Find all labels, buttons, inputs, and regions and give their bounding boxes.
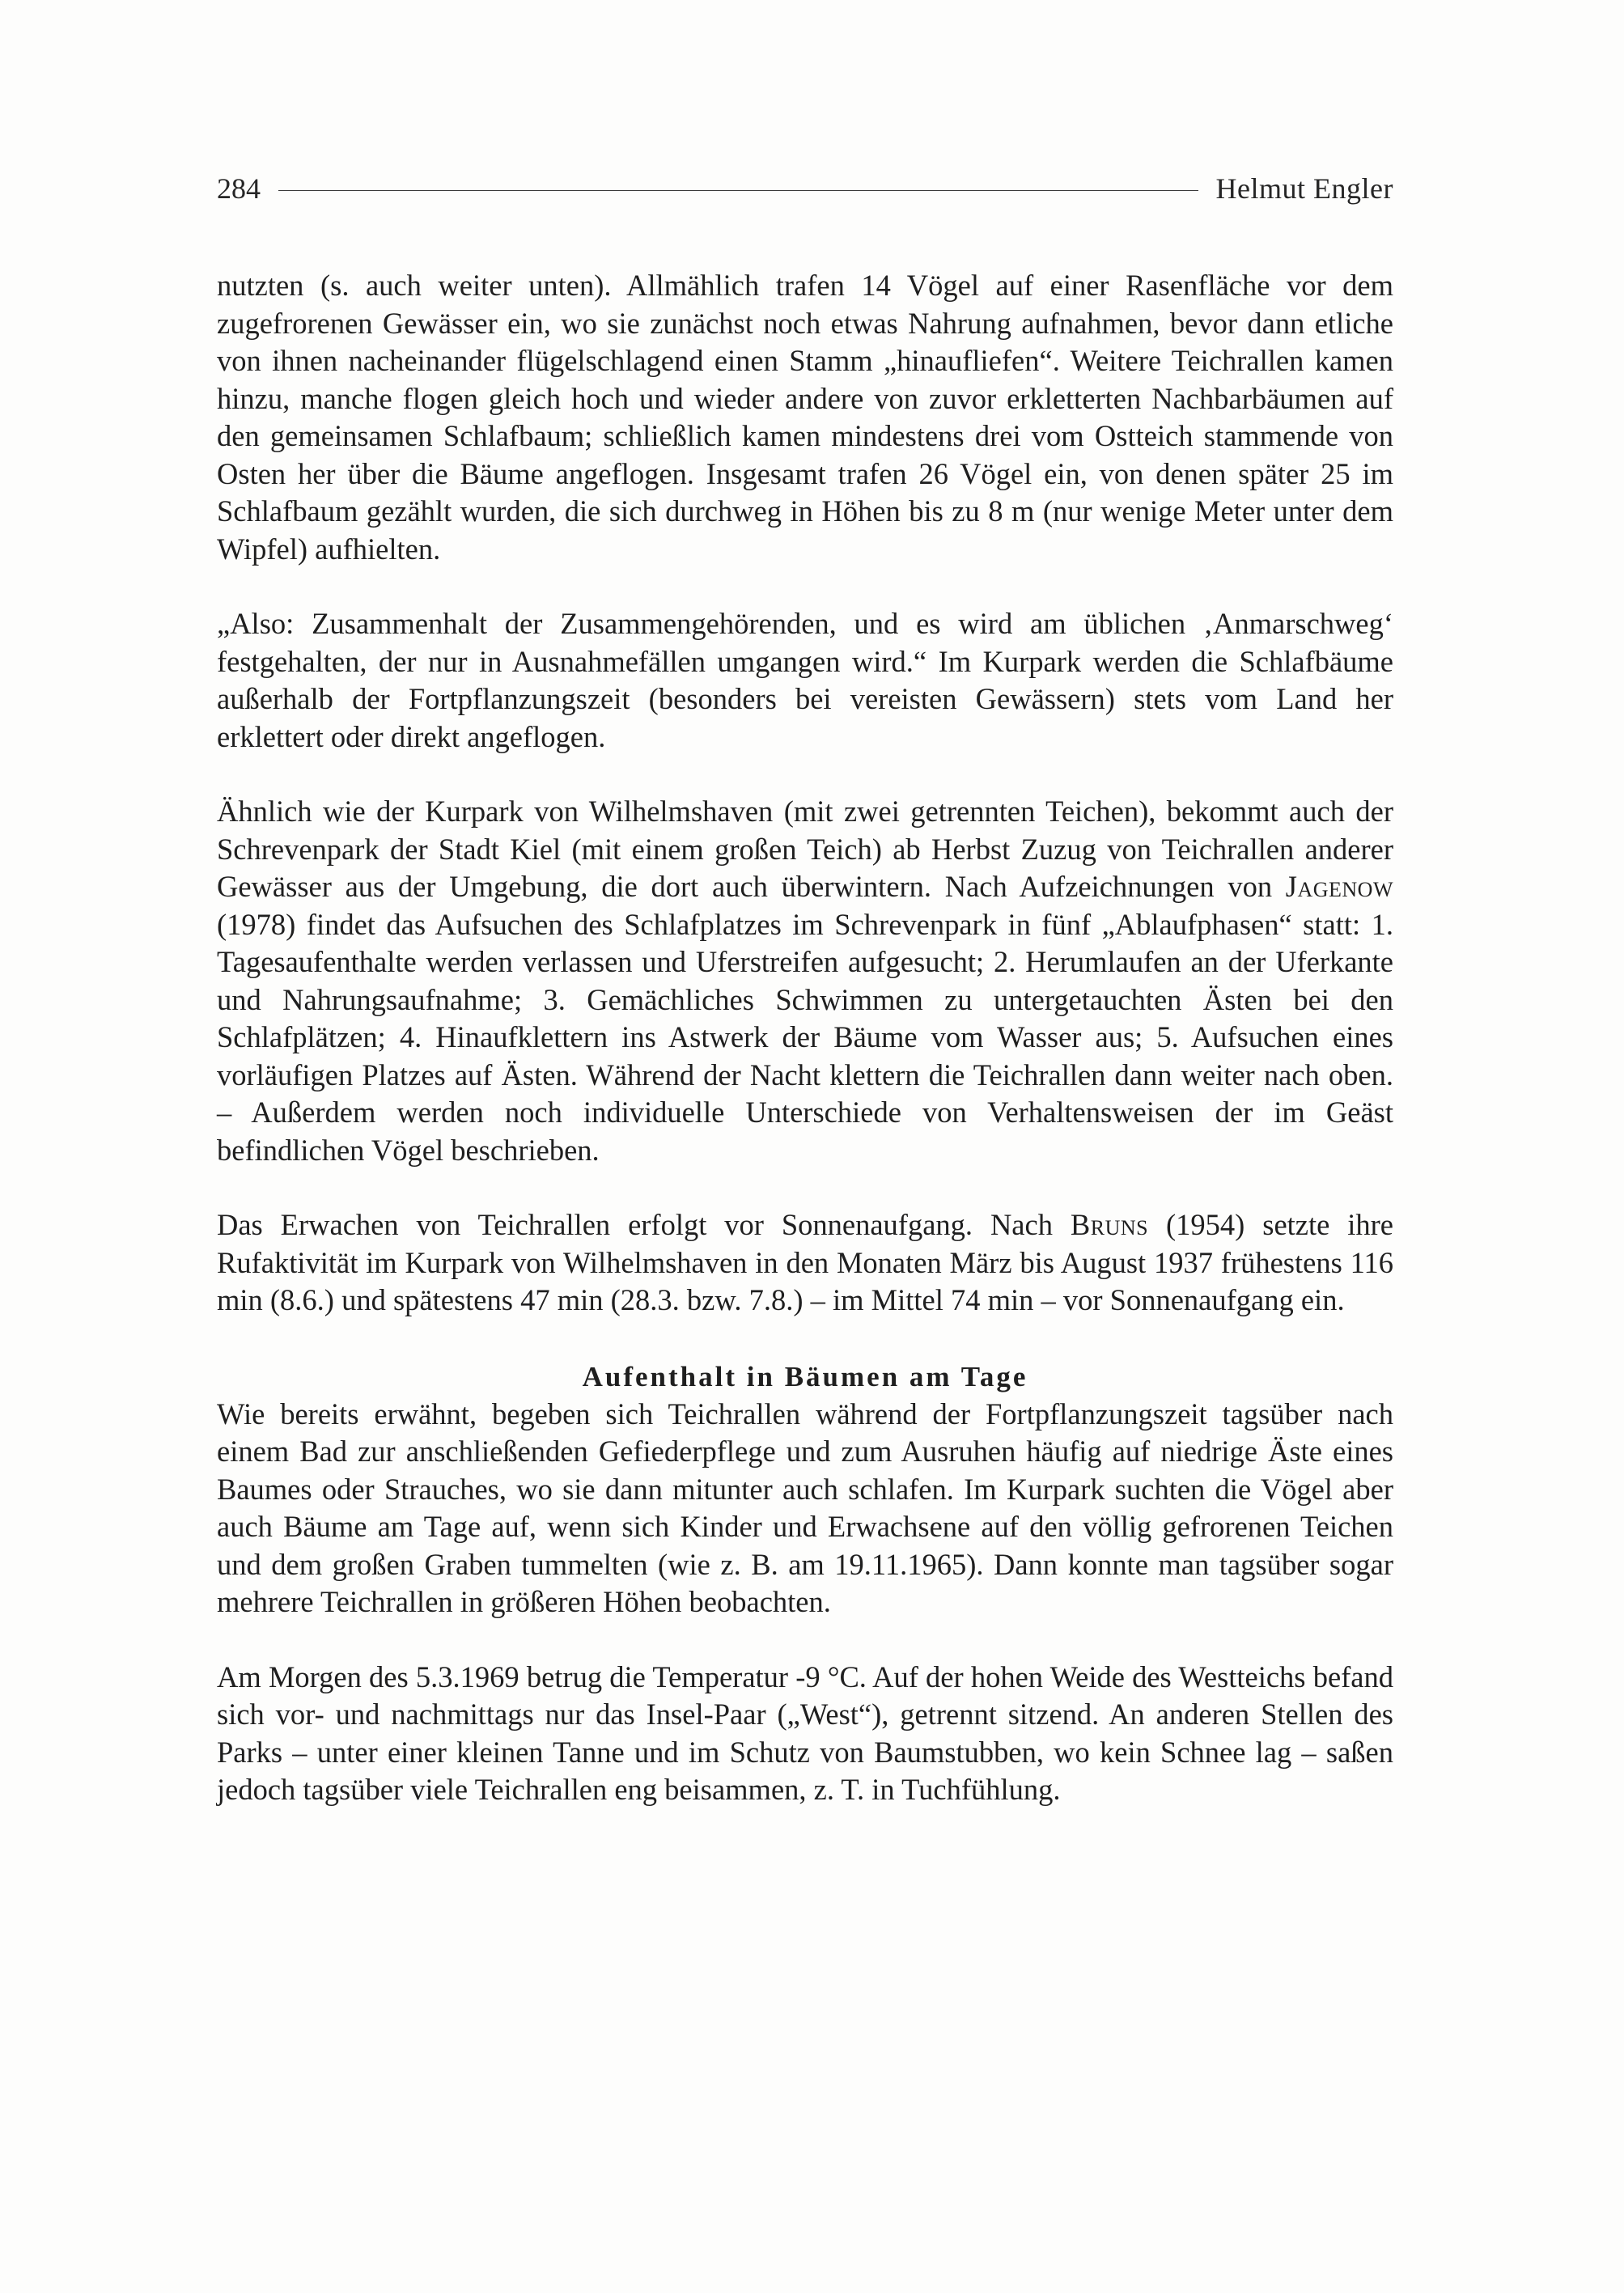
paragraph-3-text-a: Ähnlich wie der Kurpark von Wilhelmshaven (mit zwei getrennten Teichen), bekommt auch der Schrevenpark der Stadt Kiel (mit einem großen Teich) ab Herbst Zuzug von Teichrallen anderer Gewässer aus der Umgebung, die dort auch überwintern. Nach Aufzeichnungen von bbox=[217, 795, 1393, 903]
body-text bbox=[217, 267, 1393, 1809]
paragraph-6: Am Morgen des 5.3.1969 betrug die Temperatur -9 °C. Auf der hohen Weide des Westteichs befand sich vor- und nachmittags nur das Insel-Paar („West“), getrennt sitzend. An anderen Stellen des Parks – unter einer kleinen Tanne und im Schutz von Baumstubben, wo kein Schnee lag – saßen jedoch tagsüber viele Teichrallen eng beisammen, z. T. in Tuchfühlung. bbox=[217, 1659, 1393, 1806]
header-rule bbox=[278, 190, 1198, 191]
citation-author-bruns: Bruns bbox=[1070, 1208, 1149, 1241]
paragraph-4-text-b: (1954) setzte ihre Rufaktivität im Kurpark von Wilhelmshaven in den Monaten März bis August 1937 frühestens 116 min (8.6.) und spätestens 47 min (28.3. bzw. 7.8.) – im Mittel 74 min – vor Sonnenaufgang ein. bbox=[217, 1208, 1393, 1316]
paragraph-1: nutzten (s. auch weiter unten). Allmählich trafen 14 Vögel auf einer Rasenfläche vor dem zugefrorenen Gewässer ein, wo sie zunächst noch etwas Nahrung aufnahmen, bevor dann etliche von ihnen nacheinander flügelschlagend einen Stamm „hinaufliefen“. Weitere Teichrallen kamen hinzu, manche flogen gleich hoch und wieder andere von zuvor erkletterten Nachbarbäumen auf den gemeinsamen Schlafbaum; schließlich kamen mindestens drei vom Ostteich stammende von Osten her über die Bäume angeflogen. Insgesamt trafen 26 Vögel ein, von denen später 25 im Schlafbaum gezählt wurden, die sich durchweg in Höhen bis zu 8 m (nur wenige Meter unter dem Wipfel) aufhielten. bbox=[217, 269, 1393, 566]
paragraph-2: „Also: Zusammenhalt der Zusammengehörenden, und es wird am üblichen ‚Anmarschweg‘ festgehalten, der nur in Ausnahmefällen umgangen wird.“ Im Kurpark werden die Schlafbäume außerhalb der Fortpflanzungszeit (besonders bei vereisten Gewässern) stets vom Land her erklettert oder direkt angeflogen. bbox=[217, 607, 1393, 753]
running-head-author: Helmut Engler bbox=[1215, 172, 1393, 205]
paragraph-5: Wie bereits erwähnt, begeben sich Teichrallen während der Fortpflanzungszeit tagsüber nach einem Bad zur anschließenden Gefiederpflege und zum Ausruhen häufig auf niedrige Äste eines Baumes oder Strauches, wo sie dann mitunter auch schlafen. Im Kurpark suchten die Vögel aber auch Bäume am Tage auf, wenn sich Kinder und Erwachsene auf den völlig gefrorenen Teichen und dem großen Graben tummelten (wie z. B. am 19.11.1965). Dann konnte man tagsüber sogar mehrere Teichrallen in größeren Höhen beobachten. bbox=[217, 1397, 1393, 1618]
section-heading: Aufenthalt in Bäumen am Tage bbox=[582, 1360, 1028, 1392]
page-number: 284 bbox=[217, 172, 261, 205]
paragraph-4 bbox=[217, 1206, 1393, 1320]
running-head bbox=[217, 168, 1393, 209]
paragraph-4-text-a: Das Erwachen von Teichrallen erfolgt vor Sonnenaufgang. Nach bbox=[217, 1208, 1071, 1241]
paragraph-3 bbox=[217, 793, 1393, 1169]
paragraph-3-text-b: (1978) findet das Aufsuchen des Schlafplatzes im Schrevenpark in fünf „Ablaufphasen“ statt: 1. Tagesaufenthalte werden verlassen und Uferstreifen aufgesucht; 2. Herumlaufen an der Uferkante und Nahrungsaufnahme; 3. Gemächliches Schwimmen zu untergetauchten Ästen bei den Schlafplätzen; 4. Hinaufklettern ins Astwerk der Bäume vom Wasser aus; 5. Aufsuchen eines vorläufigen Platzes auf Ästen. Während der Nacht klettern die Teichrallen dann weiter nach oben. – Außerdem werden noch individuelle Unterschiede von Verhaltensweisen der im Geäst befindlichen Vögel beschrieben. bbox=[217, 907, 1393, 1167]
citation-author-jagenow: Jagenow bbox=[1285, 870, 1393, 903]
